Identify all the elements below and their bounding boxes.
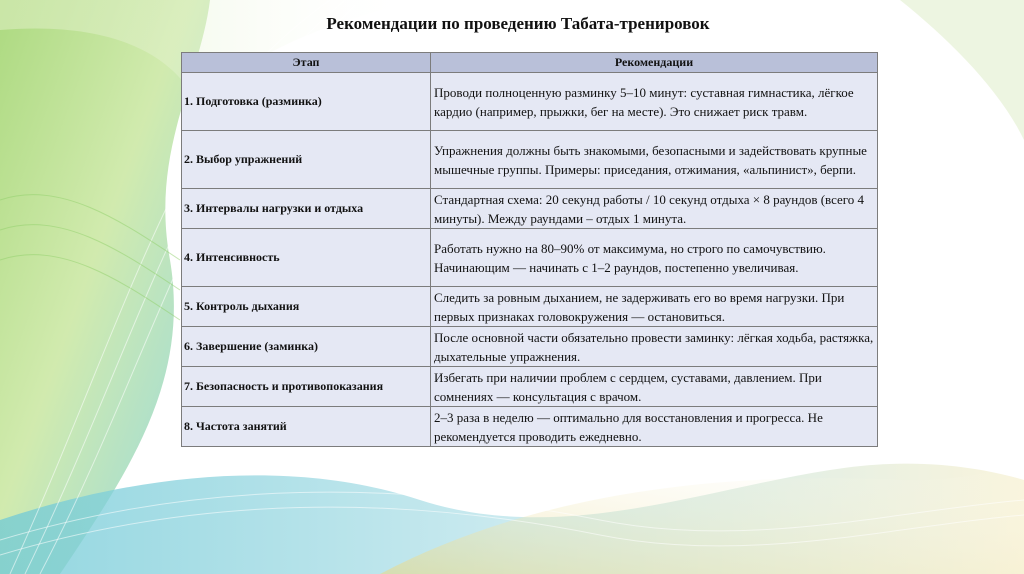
- recommendation-cell: Проводи полноценную разминку 5–10 минут: суставная гимнастика, лёгкое кардио (например, прыжки, бег на месте). Это снижает риск травм.: [431, 73, 878, 131]
- recommendation-cell: 2–3 раза в неделю — оптимально для восстановления и прогресса. Не рекомендуется проводить ежедневно.: [431, 407, 878, 447]
- recommendation-cell: После основной части обязательно провести заминку: лёгкая ходьба, растяжка, дыхательные упражнения.: [431, 327, 878, 367]
- table-row: [182, 73, 878, 131]
- table-row: [182, 407, 878, 447]
- table-row: [182, 287, 878, 327]
- stage-cell: 5. Контроль дыхания: [182, 287, 431, 327]
- column-header-recommendations: Рекомендации: [431, 53, 878, 73]
- recommendation-cell: Упражнения должны быть знакомыми, безопасными и задействовать крупные мышечные группы. Примеры: приседания, отжимания, «альпинист», берпи.: [431, 131, 878, 189]
- column-header-stage: Этап: [182, 53, 431, 73]
- table-row: [182, 189, 878, 229]
- stage-cell: 2. Выбор упражнений: [182, 131, 431, 189]
- stage-cell: 8. Частота занятий: [182, 407, 431, 447]
- table-row: [182, 367, 878, 407]
- stage-cell: 7. Безопасность и противопоказания: [182, 367, 431, 407]
- stage-cell: 1. Подготовка (разминка): [182, 73, 431, 131]
- stage-cell: 3. Интервалы нагрузки и отдыха: [182, 189, 431, 229]
- recommendation-cell: Работать нужно на 80–90% от максимума, но строго по самочувствию. Начинающим — начинать с 1–2 раундов, постепенно увеличивая.: [431, 229, 878, 287]
- recommendations-table: [181, 52, 878, 447]
- recommendation-cell: Следить за ровным дыханием, не задерживать его во время нагрузки. При первых признаках головокружения — остановиться.: [431, 287, 878, 327]
- table-row: [182, 229, 878, 287]
- slide-title: Рекомендации по проведению Табата-тренировок: [326, 14, 710, 33]
- stage-cell: 6. Завершение (заминка): [182, 327, 431, 367]
- table-header-row: [182, 53, 878, 73]
- table-row: [182, 327, 878, 367]
- table-row: [182, 131, 878, 189]
- recommendation-cell: Стандартная схема: 20 секунд работы / 10 секунд отдыха × 8 раундов (всего 4 минуты). Между раундами – отдых 1 минута.: [431, 189, 878, 229]
- stage-cell: 4. Интенсивность: [182, 229, 431, 287]
- recommendation-cell: Избегать при наличии проблем с сердцем, суставами, давлением. При сомнениях — консультация с врачом.: [431, 367, 878, 407]
